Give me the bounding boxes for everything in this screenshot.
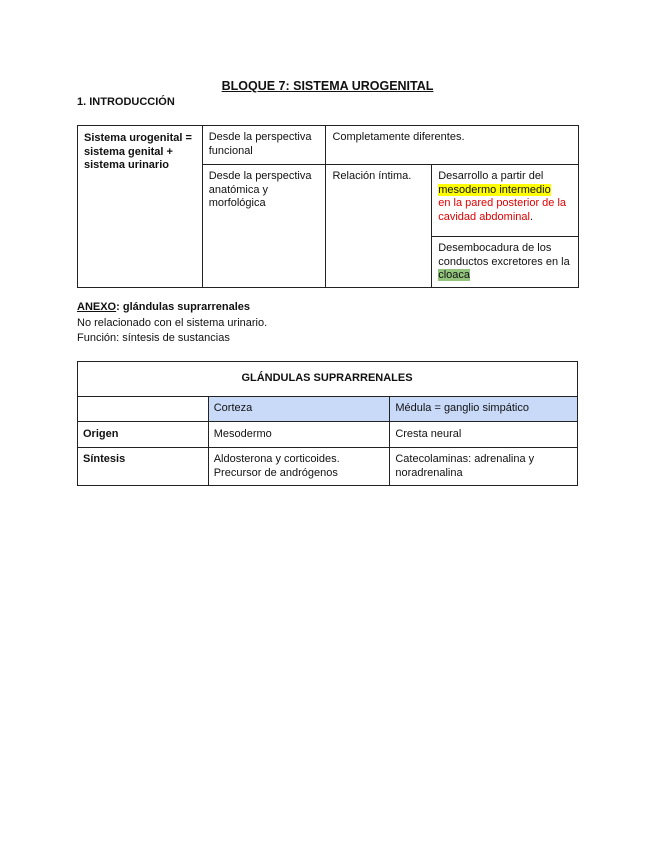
row-label-sintesis: Síntesis	[83, 453, 126, 465]
row-label-origen: Origen	[83, 427, 119, 440]
detail-desarrollo	[432, 165, 578, 228]
glands-table-title: GLÁNDULAS SUPRARRENALES	[241, 372, 413, 385]
section-heading-introduccion: 1. INTRODUCCIÓN	[77, 96, 175, 108]
glands-header-medula-label: Médula = ganglio simpático	[395, 402, 529, 415]
relation-funcional: Completamente diferentes.	[332, 131, 465, 143]
anexo-heading-underlined: ANEXO	[77, 301, 117, 313]
document-title: BLOQUE 7: SISTEMA UROGENITAL	[221, 79, 434, 93]
anexo-line: No relacionado con el sistema urinario.	[77, 316, 268, 329]
table-row	[78, 422, 578, 448]
glands-header-medula	[390, 397, 578, 422]
medulla-origen: Cresta neural	[395, 427, 462, 440]
medulla-cell	[390, 422, 578, 448]
glands-header-corteza	[208, 397, 390, 422]
detail-desarrollo-highlight: mesodermo intermedio	[438, 183, 551, 196]
detail-desarrollo-text: Desarrollo a partir del	[438, 170, 544, 182]
detail-desembocadura-text: Desembocadura de los conductos excretores en la	[438, 242, 570, 268]
cortex-origen: Mesodermo	[213, 427, 272, 440]
glands-header-corteza-label: Corteza	[213, 402, 253, 415]
anexo-line: Función: síntesis de sustancias	[77, 332, 230, 344]
anexo-heading	[77, 300, 267, 316]
anexo-block	[77, 300, 267, 347]
relation-cell-anatomica	[326, 165, 432, 288]
detail-desembocadura	[432, 237, 578, 287]
detail-desarrollo-end: .	[529, 210, 534, 223]
row-label-cell	[78, 422, 209, 448]
intro-table	[77, 125, 579, 288]
perspective-anatomica: Desde la perspectiva anatómica y morfológica	[208, 170, 312, 209]
perspective-funcional: Desde la perspectiva funcional	[208, 131, 312, 157]
perspective-cell-funcional	[202, 126, 326, 165]
intro-label: Sistema urogenital = sistema genital + sistema urinario	[84, 132, 192, 171]
intro-label-cell	[78, 126, 203, 288]
detail-cell-desarrollo	[432, 165, 579, 237]
cortex-cell	[208, 448, 390, 486]
glands-table	[77, 361, 578, 486]
relation-anatomica: Relación íntima.	[332, 170, 412, 182]
row-label-cell	[78, 448, 209, 486]
detail-cell-desembocadura	[432, 237, 579, 288]
medulla-sintesis: Catecolaminas: adrenalina y noradrenalina	[395, 453, 535, 479]
detail-desarrollo-red: en la pared posterior de la cavidad abdominal	[438, 197, 567, 223]
glands-title-cell	[78, 362, 578, 397]
cortex-cell	[208, 422, 390, 448]
medulla-cell	[390, 448, 578, 486]
perspective-cell-anatomica	[202, 165, 326, 288]
relation-cell-funcional	[326, 126, 579, 165]
cortex-sintesis: Aldosterona y corticoides. Precursor de andrógenos	[213, 453, 340, 479]
anexo-heading-rest: : glándulas suprarrenales	[116, 301, 251, 313]
glands-header-empty	[78, 397, 209, 422]
table-row	[78, 448, 578, 486]
detail-desembocadura-highlight: cloaca	[438, 269, 471, 281]
